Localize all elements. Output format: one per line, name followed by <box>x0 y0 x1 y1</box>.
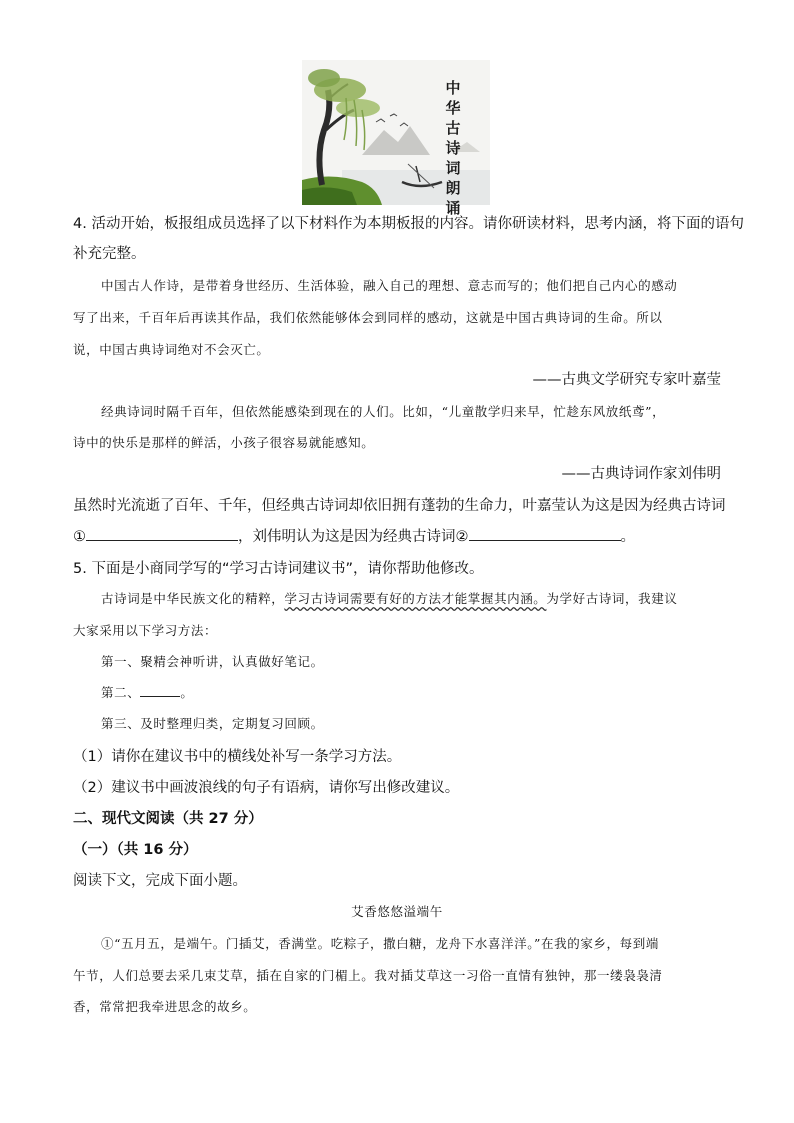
q4-material2-line2: 诗中的快乐是那样的鲜活，小孩子很容易就能感知。 <box>73 435 375 450</box>
banner-title: 中华古诗词朗诵 <box>445 79 461 217</box>
q5-sub1: （1）请你在建议书中的横线处补写一条学习方法。 <box>73 749 402 765</box>
article-para1-line2: 午节，人们总要去采几束艾草，插在自家的门楣上。我对插艾草这一习俗一直情有独钟，那一缕袅袅清 <box>73 968 663 983</box>
article-para1-line3: 香，常常把我牵进思念的故乡。 <box>73 999 257 1014</box>
q4-material1-line1: 中国古人作诗，是带着身世经历、生活体验，融入自己的理想、意志而写的；他们把自己内心的感动 <box>101 278 678 293</box>
answer-blank-1[interactable] <box>86 526 238 541</box>
q4-prompt-line1: 4. 活动开始，板报组成员选择了以下材料作为本期板报的内容。请你研读材料，思考内涵，将下面的语句 <box>73 216 744 232</box>
q5-method2 <box>101 683 721 701</box>
q4-material1-line2: 写了出来，千百年后再读其作品，我们依然能够体会到同样的感动，这就是中国古典诗词的生命。所以 <box>73 310 663 325</box>
reading-instruction: 阅读下文，完成下面小题。 <box>73 873 247 889</box>
letter-text-a: 古诗词是中华民族文化的精粹， <box>101 591 285 606</box>
q5-sub2: （2）建议书中画波浪线的句子有语病，请你写出修改建议。 <box>73 780 460 796</box>
method2-suffix: 。 <box>180 685 194 700</box>
section-heading: 二、现代文阅读（共 27 分） <box>73 811 263 827</box>
poetry-banner-image <box>302 60 490 217</box>
q5-letter-line2: 大家采用以下学习方法： <box>73 623 218 638</box>
q4-fill-line1: 虽然时光流逝了百年、千年，但经典古诗词却依旧拥有蓬勃的生命力，叶嘉莹认为这是因为经典古诗词 <box>73 498 726 514</box>
method2-blank[interactable] <box>140 684 180 697</box>
q5-method1: 第一、聚精会神听讲，认真做好笔记。 <box>101 654 324 669</box>
article-para1-line1: ①“五月五，是端午。门插艾，香满堂。吃粽子，撒白糖，龙舟下水喜洋洋。”在我的家乡，每到端 <box>101 936 659 951</box>
q5-letter-line1 <box>101 589 721 607</box>
part-heading: （一）（共 16 分） <box>73 842 198 858</box>
fill-middle-text: ，刘伟明认为这是因为经典古诗词② <box>238 529 469 545</box>
q4-source2: ——古典诗词作家刘伟明 <box>561 466 721 482</box>
q4-material2-line1: 经典诗词时隔千百年，但依然能感染到现在的人们。比如，“儿童散学归来早，忙趁东风放纸鸢”， <box>101 404 666 419</box>
letter-text-b: 为学好古诗词，我建议 <box>546 591 678 606</box>
q4-source1: ——古典文学研究专家叶嘉莹 <box>532 372 721 388</box>
method2-prefix: 第二、 <box>101 685 141 700</box>
q4-material1-line3: 说，中国古典诗词绝对不会灭亡。 <box>73 342 270 357</box>
article-title: 艾香悠悠溢端午 <box>351 904 443 919</box>
q4-fill-line2 <box>73 525 721 546</box>
answer-blank-2[interactable] <box>469 526 621 541</box>
fill-end-text: 。 <box>620 529 635 545</box>
q5-prompt: 5. 下面是小商同学写的“学习古诗词建议书”，请你帮助他修改。 <box>73 561 484 577</box>
q4-prompt-line2: 补充完整。 <box>73 246 146 262</box>
wavy-underlined-sentence: 学习古诗词需要有好的方法才能掌握其内涵。 <box>284 591 547 606</box>
q5-method3: 第三、及时整理归类，定期复习回顾。 <box>101 716 324 731</box>
blank-marker-1: ① <box>73 529 86 545</box>
